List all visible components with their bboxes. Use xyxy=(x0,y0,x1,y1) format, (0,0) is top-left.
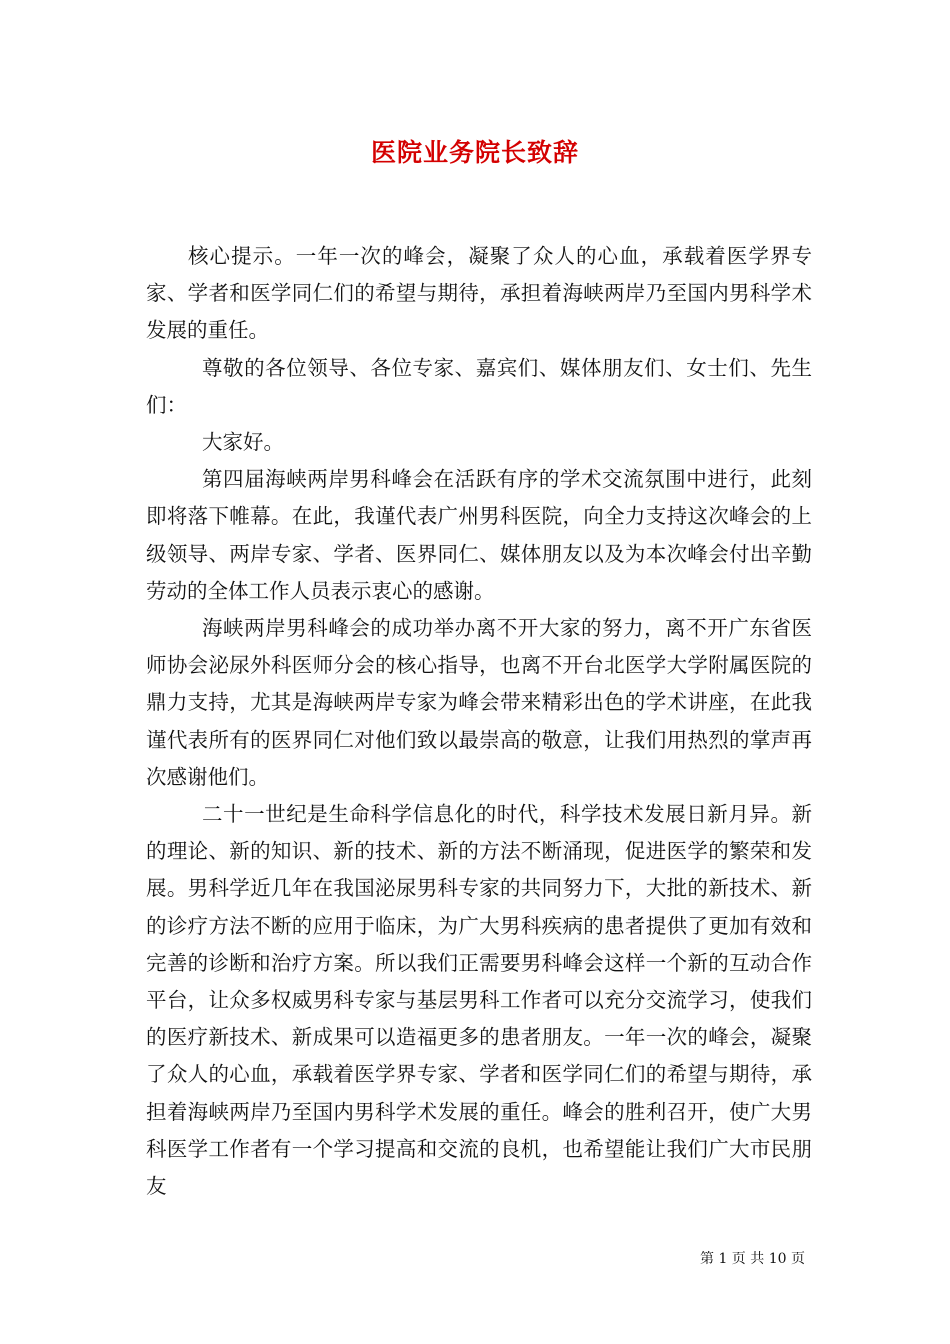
document-body xyxy=(146,238,812,1205)
document-title: 医院业务院长致辞 xyxy=(370,138,579,167)
paragraph-century: 二十一世纪是生命科学信息化的时代，科学技术发展日新月异。新的理论、新的知识、新的技术、新的方法不断涌现，促进医学的繁荣和发展。男科学近几年在我国泌尿男科专家的共同努力下，大批的新技术、新的诊疗方法不断的应用于临床，为广大男科疾病的患者提供了更加有效和完善的诊断和治疗方案。所以我们正需要男科峰会这样一个新的互动合作平台，让众多权威男科专家与基层男科工作者可以充分交流学习，使我们的医疗新技术、新成果可以造福更多的患者朋友。一年一次的峰会，凝聚了众人的心血，承载着医学界专家、学者和医学同仁们的希望与期待，承担着海峡两岸乃至国内男科学术发展的重任。峰会的胜利召开，使广大男科医学工作者有一个学习提高和交流的良机，也希望能让我们广大市民朋友 xyxy=(146,802,812,1199)
paragraph-acknowledgement: 海峡两岸男科峰会的成功举办离不开大家的努力，离不开广东省医师协会泌尿外科医师分会的核心指导，也离不开台北医学大学附属医院的鼎力支持，尤其是海峡两岸专家为峰会带来精彩出色的学术讲座，在此我谨代表所有的医界同仁对他们致以最崇高的敬意，让我们用热烈的掌声再次感谢他们。 xyxy=(146,616,812,789)
paragraph-thanks: 第四届海峡两岸男科峰会在活跃有序的学术交流氛围中进行，此刻即将落下帷幕。在此，我谨代表广州男科医院，向全力支持这次峰会的上级领导、两岸专家、学者、医界同仁、媒体朋友以及为本次峰会付出辛勤劳动的全体工作人员表示衷心的感谢。 xyxy=(146,467,812,603)
paragraph-greeting: 大家好。 xyxy=(202,430,284,455)
paragraph-summary: 核心提示。一年一次的峰会，凝聚了众人的心血，承载着医学界专家、学者和医学同仁们的希望与期待，承担着海峡两岸乃至国内男科学术发展的重任。 xyxy=(146,244,812,343)
paragraph-salutation: 尊敬的各位领导、各位专家、嘉宾们、媒体朋友们、女士们、先生们： xyxy=(146,355,812,417)
page-number: 第 1 页 共 10 页 xyxy=(700,1251,805,1267)
